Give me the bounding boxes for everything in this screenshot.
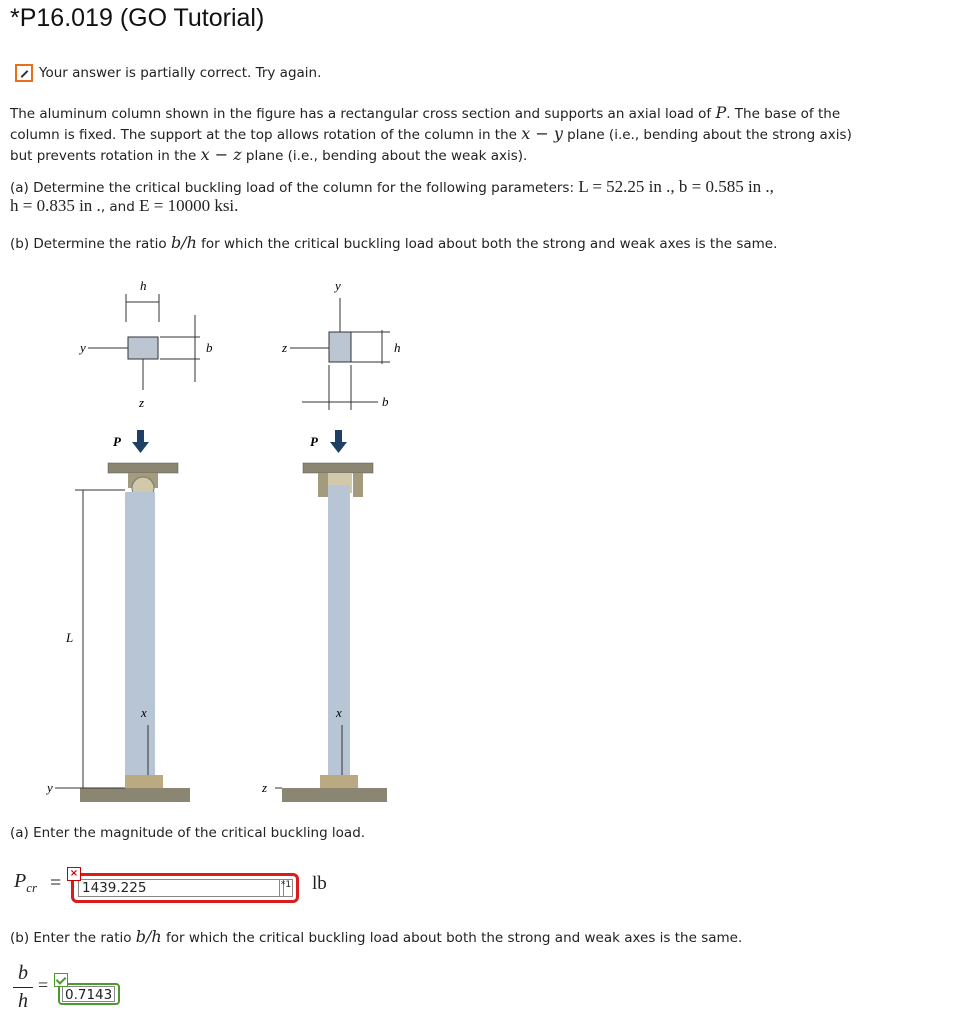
fig-label-y-left: y (80, 340, 86, 355)
equals-sign-a: = (50, 872, 62, 894)
part-a-statement (10, 178, 950, 216)
status-message (15, 64, 321, 82)
fig-label-L: L (66, 630, 74, 645)
part-a-params-E: E = 10000 ksi. (139, 196, 239, 215)
part-a-prompt: (a) Enter the magnitude of the critical buckling load. (10, 825, 366, 841)
part-b-prompt-ratio: b/h (135, 927, 162, 946)
part-b-prompt-text: (b) Enter the ratio (10, 930, 136, 946)
part-a-params-1: L = 52.25 in ., b = 0.585 in ., (578, 177, 774, 196)
left-column (45, 430, 190, 802)
fig-label-h-left: h (140, 278, 147, 293)
part-b-text: (b) Determine the ratio (10, 236, 171, 252)
page-title: *P16.019 (GO Tutorial) (10, 4, 265, 32)
part-b-prompt (10, 927, 742, 946)
fig-label-h-right: h (394, 340, 400, 355)
right-column (261, 430, 387, 802)
fig-label-b-left: b (206, 340, 213, 355)
incorrect-icon: × (67, 867, 81, 881)
pcr-subscript: cr (26, 880, 38, 895)
answer-a-field-wrapper (71, 873, 299, 903)
problem-line3-end: plane (i.e., bending about the weak axis). (241, 148, 528, 164)
ratio-denominator: h (18, 990, 28, 1012)
problem-line3: but prevents rotation in the (10, 148, 201, 164)
problem-line2: column is fixed. The support at the top allows rotation of the column in the (10, 127, 522, 143)
answer-a-input[interactable]: 1439.225 (78, 879, 284, 897)
problem-line1-end: . The base of the (726, 106, 841, 122)
fig-label-x-left: x (141, 705, 147, 720)
fig-label-z-right: z (282, 340, 288, 355)
part-a-and: , and (100, 199, 140, 215)
load-symbol: P (715, 103, 727, 122)
part-b-ratio: b/h (170, 233, 197, 252)
part-a-text: (a) Determine the critical buckling load of the column for the following parameters: (10, 180, 579, 196)
xy-plane: x − y (521, 124, 563, 143)
equals-sign-b: = (38, 975, 49, 995)
left-cross-section (78, 278, 213, 410)
xz-plane: x − z (200, 145, 242, 164)
problem-statement (10, 103, 950, 166)
answer-b-input[interactable]: 0.7143 (62, 986, 115, 1002)
fig-label-y-bottom: y (47, 780, 53, 795)
fig-label-y-right: y (335, 278, 341, 293)
fig-label-b-right: b (382, 394, 389, 409)
fig-label-z-left: z (139, 395, 145, 410)
answer-a-unit: lb (312, 873, 327, 894)
attempt-badge[interactable]: *1 (279, 879, 293, 897)
column-figure (20, 270, 400, 815)
part-b-prompt-text-end: for which the critical buckling load about both the strong and weak axes is the same. (161, 930, 743, 946)
correct-check-icon (54, 973, 68, 987)
part-a-params-h: h = 0.835 in . (10, 196, 101, 215)
fig-label-z-bottom: z (262, 780, 268, 795)
part-b-text-end: for which the critical buckling load about both the strong and weak axes is the same. (196, 236, 778, 252)
part-b-statement (10, 233, 950, 254)
pcr-letter: P (14, 870, 27, 892)
problem-line1: The aluminum column shown in the figure has a rectangular cross section and supports an axial load of (10, 106, 716, 122)
ratio-numerator: b (18, 962, 28, 984)
fig-label-x-right: x (336, 705, 342, 720)
fig-label-P-right: P (310, 434, 318, 449)
partially-correct-icon (15, 64, 33, 82)
pcr-symbol (14, 870, 37, 896)
ratio-fraction (13, 962, 33, 1013)
fig-label-P-left: P (113, 434, 121, 449)
status-text: Your answer is partially correct. Try again. (39, 65, 322, 81)
problem-line2-end: plane (i.e., bending about the strong axis) (562, 127, 852, 143)
right-cross-section (281, 278, 400, 410)
